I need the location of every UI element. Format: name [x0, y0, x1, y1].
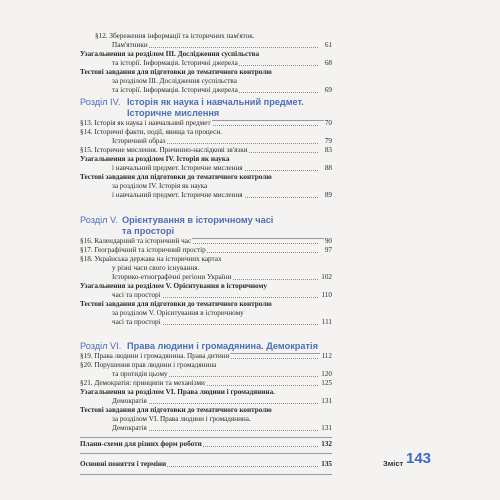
toc-entry: [80, 255, 332, 264]
toc-entry-text: за розділом ІІІ. Дослідження суспільства: [112, 77, 237, 85]
toc-entry: [80, 246, 332, 255]
toc-entry: [112, 370, 332, 379]
toc-entry-text: §18. Українська держава на історичних картах: [80, 255, 222, 263]
toc-entry: [112, 41, 332, 50]
toc-entry: [112, 264, 332, 273]
toc-entry: [112, 191, 332, 200]
toc-entry-text: Тестові завдання для підготовки до тематичного контролю: [80, 173, 272, 181]
toc-entry: [80, 388, 332, 397]
toc-page-number: 97: [324, 246, 332, 254]
toc-entry: [112, 273, 332, 282]
toc-entry: [80, 379, 332, 388]
toc-entry: [112, 309, 332, 318]
section-title-line: Орієнтування в історичному часі: [122, 215, 274, 225]
toc-page-number: 89: [324, 191, 332, 199]
toc-entry-text: за розділом VI. Права людини і громадянина.: [112, 415, 251, 423]
toc-entry-text: §20. Порушення прав людини і громадянина: [80, 361, 217, 369]
toc-entry-text: Тестові завдання для підготовки до тематичного контролю: [80, 300, 272, 308]
toc-entry: [80, 300, 332, 309]
toc-page-number: 102: [321, 273, 332, 281]
toc-page-number: 132: [321, 440, 332, 448]
toc-page-number: 90: [324, 237, 332, 245]
toc-entry: [80, 282, 332, 291]
toc-entry-text: §17. Географічний та історичний простір: [80, 246, 206, 254]
toc-page-number: 70: [324, 119, 332, 127]
toc-entry-text: часі та просторі: [112, 318, 161, 326]
toc-page-number: 131: [321, 397, 332, 405]
toc-entry: [80, 50, 332, 59]
toc-entry-text: та історії. Інформація. Історичні джерела: [112, 86, 238, 94]
toc-entry: [112, 59, 332, 68]
toc-entry: [80, 146, 332, 155]
toc-page-number: 83: [324, 146, 332, 154]
toc-entry-text: Демократія: [112, 424, 147, 432]
toc-page-number: 125: [321, 379, 332, 387]
toc-entry-text: і навчальний предмет. Історичне мислення: [112, 191, 243, 199]
toc-page-number: 112: [321, 352, 332, 360]
footer-page-number: 143: [406, 450, 432, 467]
toc-entry: [80, 406, 332, 415]
toc-page-number: 131: [321, 424, 332, 432]
toc-entry: [80, 119, 332, 128]
section-divider: [80, 453, 332, 454]
section-title-line: Історичне мислення: [127, 108, 220, 118]
toc-entry: [80, 361, 332, 370]
toc-page-number: 120: [321, 370, 332, 378]
toc-entry: [112, 424, 332, 433]
toc-entry-text: §14. Історичні факти, події, явища та процеси.: [80, 128, 222, 136]
toc-entry: [80, 128, 332, 137]
toc-entry-text: Узагальнення за розділом V. Орієнтування в історичному: [80, 282, 267, 290]
toc-entry-text: та протидія цьому: [112, 370, 168, 378]
toc-entry-text: Демократія: [112, 397, 147, 405]
toc-entry: [112, 182, 332, 191]
toc-page-number: 61: [324, 41, 332, 49]
toc-entry-text: §12. Збереження інформації та історичних пам'яток.: [95, 32, 255, 40]
toc-entry: [112, 291, 332, 300]
toc-page-number: 111: [321, 318, 332, 326]
section-divider: [80, 474, 332, 475]
toc-entry-text: §19. Права людини і громадянина. Права дитини: [80, 352, 230, 360]
toc-entry: [112, 397, 332, 406]
toc-page-number: 88: [324, 164, 332, 172]
toc-entry-text: Історико-етнографічні регіони України: [112, 273, 232, 281]
toc-entry: [80, 237, 332, 246]
toc-entry-text: Узагальнення за розділом VI. Права людини і громадянина.: [80, 388, 275, 396]
toc-entry-text: у різні часи свого існування.: [112, 264, 200, 272]
section-title-line: Права людини і громадянина. Демократія: [127, 341, 318, 351]
toc-entry-text: часі та просторі: [112, 291, 161, 299]
section-label: Розділ IV.: [80, 97, 121, 107]
section-title-line: та просторі: [122, 226, 175, 236]
footer-section-label: Зміст: [383, 459, 404, 468]
toc-entry-text: за розділом V. Орієнтування в історичному: [112, 309, 244, 317]
toc-entry: [112, 415, 332, 424]
toc-entry: [80, 460, 332, 469]
toc-entry-text: Тестові завдання для підготовки до тематичного контролю: [80, 406, 272, 414]
toc-entry: [112, 137, 332, 146]
toc-entry-text: Узагальнення за розділом ІІІ. Дослідження суспільства: [80, 50, 260, 58]
toc-entry-text: §16. Календарний та історичний час: [80, 237, 192, 245]
toc-entry: [112, 77, 332, 86]
toc-entry: [112, 86, 332, 95]
toc-entry: [112, 318, 332, 327]
section-divider: [80, 437, 332, 438]
toc-entry-text: Тестові завдання для підготовки до тематичного контролю: [80, 68, 272, 76]
toc-page-number: 68: [324, 59, 332, 67]
toc-entry-text: Пам'ятники: [112, 41, 148, 49]
toc-entry-text: і навчальний предмет. Історичне мислення: [112, 164, 243, 172]
toc-page-number: 135: [321, 460, 332, 468]
toc-page-number: 69: [324, 86, 332, 94]
toc-entry: [80, 68, 332, 77]
toc-entry: [95, 32, 332, 41]
toc-entry-text: Плани-схеми для різних форм роботи: [80, 440, 202, 448]
toc-entry-text: Основні поняття і терміни: [80, 460, 167, 468]
section-label: Розділ V.: [80, 215, 118, 225]
section-title-line: Історія як наука і навчальний предмет.: [127, 97, 304, 107]
toc-entry-text: Історичний образ: [112, 137, 166, 145]
toc-entry-text: Узагальнення за розділом IV. Історія як наука: [80, 155, 230, 163]
toc-entry-text: §13. Історія як наука і навчальний предмет: [80, 119, 211, 127]
section-label: Розділ VI.: [80, 341, 122, 351]
toc-entry: [80, 155, 332, 164]
toc-page-number: 79: [324, 137, 332, 145]
toc-entry: [112, 164, 332, 173]
toc-entry-text: за розділом IV. Історія як наука: [112, 182, 208, 190]
toc-entry: [80, 173, 332, 182]
toc-entry-text: §21. Демократія: принципи та механізми: [80, 379, 205, 387]
toc-entry: [80, 440, 332, 449]
toc-entry-text: та історії. Інформація. Історичні джерела: [112, 59, 238, 67]
toc-page-number: 110: [321, 291, 332, 299]
toc-entry-text: §15. Історичне мислення. Причинно-наслідкові зв'язки: [80, 146, 248, 154]
toc-entry: [80, 352, 332, 361]
